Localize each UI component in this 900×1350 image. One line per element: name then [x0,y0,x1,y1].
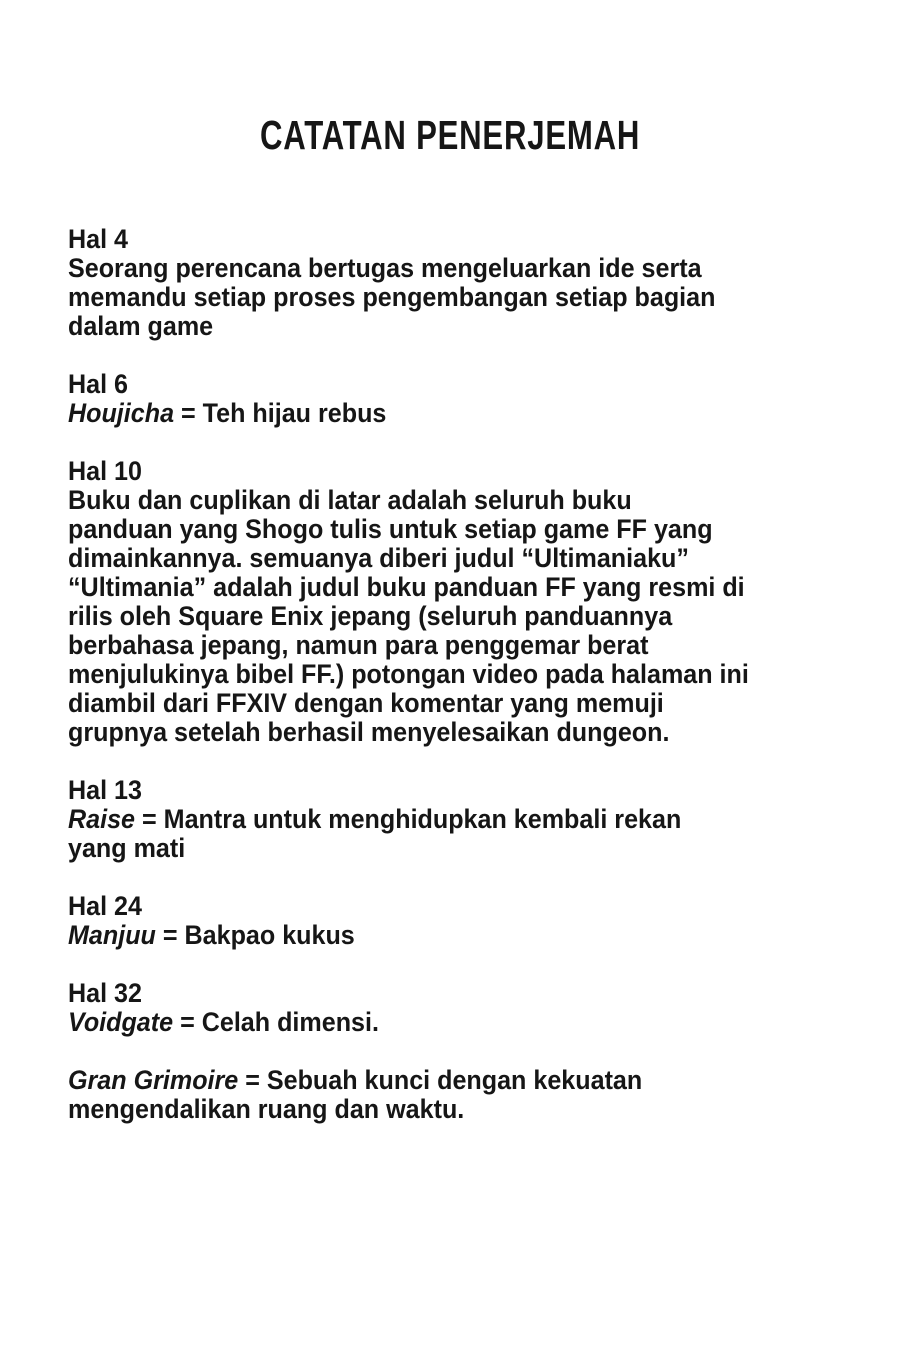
glossary-definition: = Bakpao kukus [162,920,355,950]
glossary-definition: = Celah dimensi. [180,1007,379,1037]
note-line: Seorang perencana bertugas mengeluarkan ide serta [68,253,702,283]
section-hal-4 [68,225,812,341]
translator-notes [68,225,812,1124]
glossary-term: Manjuu [68,920,156,950]
note-line [68,921,812,950]
note-line: panduan yang Shogo tulis untuk setiap game FF yang [68,514,713,544]
section-heading: Hal 10 [68,456,142,486]
note-line: dimainkannya. semuanya diberi judul “Ultimaniaku” [68,543,689,573]
note-line: berbahasa jepang, namun para penggemar berat [68,630,649,660]
glossary-term: Houjicha [68,398,175,428]
section-heading: Hal 24 [68,891,142,921]
glossary-definition: = Mantra untuk menghidupkan kembali rekan [142,804,682,834]
section-hal-10 [68,457,812,747]
glossary-term: Raise [68,804,136,834]
section-hal-32 [68,979,812,1037]
glossary-term: Gran Grimoire [68,1065,239,1095]
section-heading: Hal 13 [68,775,142,805]
page-title-text: CATATAN PENERJEMAH [259,112,641,158]
note-line [68,1008,812,1037]
note-line: “Ultimania” adalah judul buku panduan FF yang resmi di [68,572,745,602]
page-title [0,112,900,159]
glossary-term: Voidgate [68,1007,174,1037]
note-line: Buku dan cuplikan di latar adalah seluruh buku [68,485,632,515]
note-line: grupnya setelah berhasil menyelesaikan dungeon. [68,717,670,747]
note-line [68,1066,812,1095]
note-line: diambil dari FFXIV dengan komentar yang memuji [68,688,664,718]
note-line: mengendalikan ruang dan waktu. [68,1094,465,1124]
note-line: menjulukinya bibel FF.) potongan video pada halaman ini [68,659,749,689]
section-hal-6 [68,370,812,428]
note-line: yang mati [68,833,186,863]
note-line: memandu setiap proses pengembangan setiap bagian [68,282,716,312]
note-line: dalam game [68,311,214,341]
section-gran-grimoire [68,1066,812,1124]
section-hal-13 [68,776,812,863]
section-heading: Hal 32 [68,978,142,1008]
note-line [68,399,812,428]
glossary-definition: = Sebuah kunci dengan kekuatan [245,1065,643,1095]
glossary-definition: = Teh hijau rebus [181,398,387,428]
section-heading: Hal 4 [68,224,129,254]
section-hal-24 [68,892,812,950]
note-line: rilis oleh Square Enix jepang (seluruh panduannya [68,601,673,631]
note-line [68,805,812,834]
section-heading: Hal 6 [68,369,129,399]
